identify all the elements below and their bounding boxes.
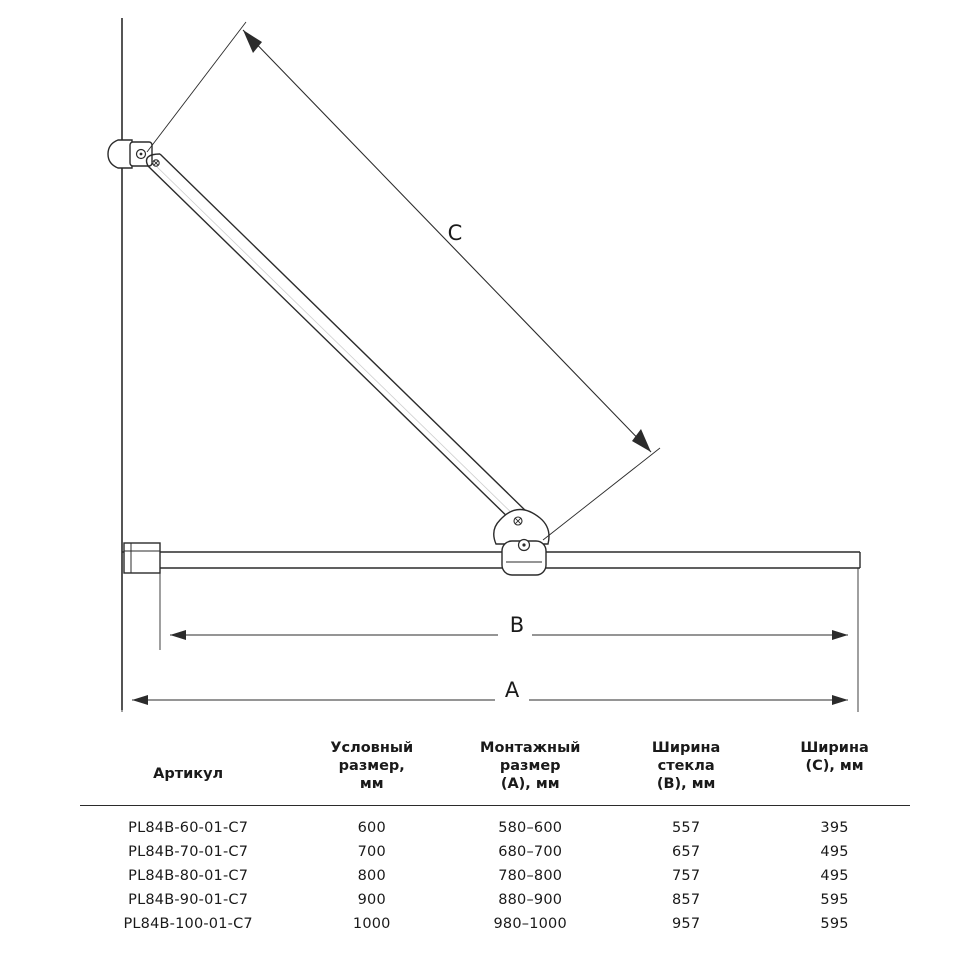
column-header-glass-width <box>613 735 759 806</box>
cell-article: PL84B-60-01-C7 <box>128 819 249 836</box>
cell-glass-width: 557 <box>672 819 701 836</box>
column-header-article: Артикул <box>80 735 296 806</box>
cell-article: PL84B-70-01-C7 <box>128 843 249 860</box>
cell-glass-width: 757 <box>672 867 701 884</box>
cell-glass-width: 657 <box>672 843 701 860</box>
cell-nominal-size: 900 <box>357 891 386 908</box>
b-arrow-right <box>832 630 848 640</box>
c-extension-line-bottom <box>543 448 660 540</box>
column-header-mounting-size <box>447 735 613 806</box>
specification-table-container <box>0 735 970 970</box>
support-bar <box>147 154 532 528</box>
glass-clamp-bracket <box>494 509 549 575</box>
a-dimension-label: A <box>504 678 520 702</box>
spacer-cell <box>80 806 910 816</box>
table-row <box>80 864 910 888</box>
cell-nominal-size: 600 <box>357 819 386 836</box>
table-row <box>80 806 910 816</box>
cell-mounting-size: 680–700 <box>498 843 563 860</box>
table-row <box>80 912 910 936</box>
column-header-nominal-size <box>296 735 447 806</box>
cell-mounting-size: 780–800 <box>498 867 563 884</box>
c-arrow-end <box>632 429 651 452</box>
b-dimension-label: B <box>509 613 525 637</box>
a-arrow-right <box>832 695 848 705</box>
a-arrow-left <box>132 695 148 705</box>
mounting-size-line3: (А), мм <box>500 776 560 793</box>
table-body <box>80 806 910 936</box>
c-arrow-start <box>243 30 262 53</box>
upper-wall-hinge <box>108 140 152 168</box>
cell-nominal-size: 800 <box>357 867 386 884</box>
cell-glass-width: 957 <box>672 915 701 932</box>
column-header-c-width <box>759 735 910 806</box>
cell-mounting-size: 980–1000 <box>493 915 567 932</box>
glass-width-line1: Ширина <box>651 740 721 756</box>
wall-bracket <box>124 543 160 573</box>
cell-c-width: 495 <box>820 867 849 884</box>
cell-c-width: 495 <box>820 843 849 860</box>
table-row <box>80 816 910 840</box>
glass-width-line2: стекла <box>657 758 715 775</box>
cell-glass-width: 857 <box>672 891 701 908</box>
nominal-size-line2: размер, <box>338 758 405 775</box>
cell-mounting-size: 580–600 <box>498 819 563 836</box>
nominal-size-line1: Условный <box>330 740 414 756</box>
glass-width-line3: (В), мм <box>656 776 716 793</box>
cell-mounting-size: 880–900 <box>498 891 563 908</box>
nominal-size-line3: мм <box>359 776 384 793</box>
mounting-size-line2: размер <box>499 758 561 775</box>
cell-nominal-size: 1000 <box>352 915 391 932</box>
c-width-line1: Ширина <box>800 740 869 756</box>
cell-article: PL84B-80-01-C7 <box>128 867 249 884</box>
cell-nominal-size: 700 <box>357 843 386 860</box>
b-arrow-left <box>170 630 186 640</box>
table-row <box>80 840 910 864</box>
c-width-line2: (С), мм <box>805 758 864 775</box>
cell-article: PL84B-90-01-C7 <box>128 891 249 908</box>
specification-table <box>80 735 910 936</box>
cell-c-width: 595 <box>820 915 849 932</box>
mounting-size-line1: Монтажный <box>480 740 581 756</box>
cell-article: PL84B-100-01-C7 <box>123 915 253 932</box>
c-extension-line-top <box>147 22 246 152</box>
table-row <box>80 888 910 912</box>
c-dimension-label: C <box>447 221 463 245</box>
table-header-row <box>80 735 910 806</box>
cell-c-width: 395 <box>820 819 849 836</box>
cell-c-width: 595 <box>820 891 849 908</box>
table-header <box>80 735 910 806</box>
